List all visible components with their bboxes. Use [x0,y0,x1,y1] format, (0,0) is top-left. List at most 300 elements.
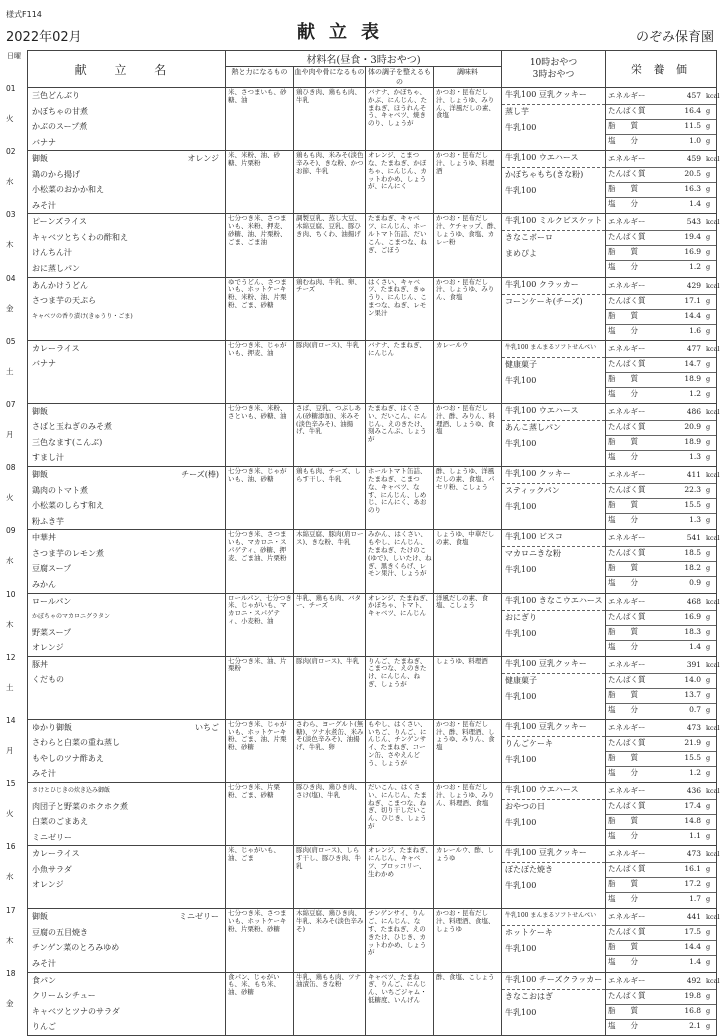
snack-divider [502,862,605,863]
snack-divider [502,357,605,358]
nutrition-unit: g [706,627,711,636]
dish-name: オレンジ [32,643,64,652]
nutrition-unit: g [706,738,711,747]
protein-value: 17.5 [684,927,702,937]
heat-ingredients: 七分つき米、さつまいも、マカロニ・スパゲティ、砂糖、押麦、ごま油、片栗粉 [226,530,294,593]
nutrition-unit: g [706,1021,711,1030]
afternoon-drink: 牛乳100 [505,818,537,828]
nutrition-cell [606,846,720,909]
dish-name: すまし汁 [32,453,64,463]
snack-divider [502,167,605,168]
nutrition-cell [606,88,720,151]
nutrition-label: エネルギー [608,975,646,985]
nutrition-unit: g [706,422,711,431]
body-ingredients: バナナ、かぼちゃ、かぶ、にんじん、たまねぎ、ほうれんそう、キャベツ、焼きのり、しょうが [366,88,434,151]
nutrition-unit: g [706,991,711,1000]
afternoon-snack: かぼちゃもち(きな粉) [505,170,584,180]
fat-value: 15.5 [684,752,702,762]
nutrition-unit: kcal [706,92,720,100]
dish-cell [28,88,226,151]
nutrition-unit: g [706,1006,711,1015]
dish-name: 三色どんぶり [32,91,80,100]
dish-name: ゆかり御飯 [32,722,72,732]
nutrition-label: たんぱく質 [608,611,646,621]
dish-name: みそ汁 [32,958,56,968]
weekday: 水 [6,556,14,566]
nutrition-label: たんぱく質 [608,927,646,937]
snack-divider [502,799,605,800]
weekday: 水 [6,177,14,187]
afternoon-drink: 牛乳100 [505,881,537,891]
day-row [28,214,717,277]
dish-name: 小松菜のしらす和え [32,501,104,511]
snack-header-3pm: 3時おやつ [532,70,575,80]
dish-name: オレンジ [32,880,64,890]
body-ingredients: オレンジ、たまねぎ、かぼちゃ、トマト、キャベツ、にんじん [366,593,434,656]
nutrition-cell [606,719,720,782]
dish-name: かぶのスープ煮 [32,122,88,131]
nutrition-label: たんぱく質 [608,169,646,179]
day-number: 02 [6,147,16,157]
snack-cell [502,909,606,972]
body-ingredients: オレンジ、たまねぎ、にんじん、キャベツ、ブロッコリー、生わかめ [366,846,434,909]
day-marker [0,587,26,650]
dish-cell [28,972,226,1035]
heat-ingredients: 米、じゃがいも、油、ごま [226,846,294,909]
morning-snack: 牛乳100 豆乳クッキー [505,90,587,99]
dish-name: バナナ [32,137,56,147]
seasoning-ingredients: かつお・昆布だし汁、酢、料理酒、しょうゆ、みりん、食塩 [434,719,502,782]
nutrition-unit: g [706,359,711,368]
day-row [28,340,717,403]
day-row [28,467,717,530]
salt-value: 1.3 [689,451,702,461]
morning-snack: 牛乳100 ミルクビスケット [505,216,603,226]
weekday: 木 [6,619,14,629]
snack-divider [502,610,605,611]
nutrition-label: 塩 分 [608,831,639,841]
snack-divider [502,546,605,547]
fat-value: 18.9 [684,373,702,383]
afternoon-snack: おにぎり [505,612,538,622]
dish-cell [28,403,226,466]
dish-name: チンゲン菜のとろみゆめ [32,943,120,953]
day-row [28,151,717,214]
protein-value: 20.5 [684,169,702,179]
salt-value: 1.2 [689,262,702,272]
nutrition-label: 脂 質 [608,121,639,130]
weekday: 火 [6,114,14,123]
protein-value: 16.1 [684,864,702,874]
nutrition-label: 脂 質 [608,500,639,510]
morning-snack: 牛乳100 ウエハース [505,785,579,795]
afternoon-snack: 健康菓子 [505,359,538,369]
fat-value: 13.7 [684,689,702,699]
snack-cell [502,151,606,214]
nutrition-label: エネルギー [608,91,646,100]
dish-cell [28,846,226,909]
energy-value: 486 [686,406,702,416]
nutrition-unit: g [706,516,711,525]
nutrition-label: たんぱく質 [608,674,646,684]
dish-name: 中華丼 [32,533,56,543]
fat-value: 17.2 [684,879,702,889]
nutrition-unit: kcal [706,913,720,922]
dish-name: 肉団子と野菜のホクホク煮 [32,801,128,811]
dish-name: さけとひじきの炊き込み御飯 [32,787,111,795]
snack-cell [502,340,606,403]
nutrition-cell [606,403,720,466]
nutrition-label: 塩 分 [608,704,639,714]
nutrition-label: エネルギー [608,596,646,606]
dish-cell [28,277,226,340]
fat-value: 16.8 [684,1005,702,1015]
energy-value: 492 [686,975,702,985]
protein-value: 16.9 [684,611,702,621]
dish-cell [28,214,226,277]
afternoon-drink: 牛乳100 [505,691,537,701]
nutrition-unit: kcal [706,155,720,164]
dish-name: みかん [32,579,56,589]
fat-value: 14.4 [684,942,702,952]
day-marker [0,966,26,1029]
day-row [28,846,717,909]
energy-value: 541 [686,533,702,543]
day-number: 17 [6,905,16,915]
nutrition-label: エネルギー [608,406,646,416]
body-ingredients: たまねぎ、キャベツ、にんじん、ホールトマト缶詰、だいこん、こまつな、ねぎ、ごぼう [366,214,434,277]
dish-name: 鶏肉のトマト煮 [32,485,88,495]
fat-value: 18.3 [684,626,702,636]
afternoon-snack: きなこおはぎ [505,991,554,1001]
day-number: 09 [6,526,16,536]
heat-ingredients: ロールパン、七分つき米、じゃがいも、マカロニ・スパゲティ、小麦粉、油 [226,593,294,656]
protein-value: 20.9 [684,421,702,431]
salt-value: 0.7 [689,704,702,714]
nutrition-label: 塩 分 [608,388,639,398]
morning-snack: 牛乳100 豆乳クッキー [505,848,587,858]
body-ingredients: キャベツ、たまねぎ、りんご、にんじん、いちごジャム・低糖度、いんげん [366,972,434,1035]
day-number: 08 [6,463,16,473]
heat-header: 熱と力になるもの [226,67,294,88]
seasoning-ingredients: しょうゆ、料理酒 [434,656,502,719]
nutrition-unit: kcal [706,723,720,732]
nutrition-label: 塩 分 [608,578,639,588]
dish-name: 豚丼 [32,659,48,669]
dish-name: さつま芋のレモン煮 [32,548,104,558]
nutrition-unit: g [706,389,711,398]
dish-name: かぼちゃの甘煮 [32,106,88,116]
nutrition-unit: kcal [706,850,720,859]
nutrition-label: 脂 質 [608,816,639,826]
snack-cell [502,783,606,846]
dish-name: 豆腐の五目焼き [32,927,88,937]
energy-value: 441 [686,912,702,922]
nutrition-unit: g [706,248,711,257]
blood-ingredients: 牛乳、鶏もも肉、ツナ油漬缶、きな粉 [294,972,366,1035]
dish-name: くだもの [32,675,64,685]
afternoon-drink: 牛乳100 [505,123,537,132]
nutrition-label: 脂 質 [608,1005,639,1015]
snack-divider [502,483,605,484]
dish-cell [28,151,226,214]
energy-value: 473 [686,849,702,859]
day-number: 18 [6,968,16,978]
nutrition-label: たんぱく質 [608,990,646,1000]
nutrition-unit: g [706,185,711,194]
dish-cell [28,340,226,403]
salt-value: 1.4 [689,957,702,967]
dish-cell [28,656,226,719]
dish-name: キャベツの香り漬け(きゅうり・ごま) [32,312,133,320]
snack-cell [502,214,606,277]
nutrition-label: 塩 分 [608,1020,639,1030]
blood-ingredients: 牛乳、鶏もも肉、バター、チーズ [294,593,366,656]
energy-value: 429 [686,280,702,290]
heat-ingredients: 七分つき米、油、片栗粉 [226,656,294,719]
blood-ingredients: 鶏むね肉、牛乳、卵、チーズ [294,277,366,340]
day-row [28,783,717,846]
nutrition-unit: g [706,865,711,874]
afternoon-drink: 牛乳100 [505,565,537,575]
nutrition-label: 塩 分 [608,199,639,209]
afternoon-drink: まめぴよ [505,249,538,259]
afternoon-snack: スティックパン [505,486,560,496]
nutrition-unit: kcal [706,471,720,480]
heat-ingredients: 七分つき米、片栗粉、ごま、砂糖 [226,783,294,846]
dish-cell [28,530,226,593]
seasoning-ingredients: 酢、しょうゆ、洋風だしの素、食塩、パセリ粉、こしょう [434,467,502,530]
dish-name: さつま芋の天ぷら [32,296,96,306]
nutrition-label: エネルギー [608,343,646,353]
protein-value: 17.1 [684,295,702,305]
day-marker [0,144,26,207]
nutrition-label: 塩 分 [608,325,639,335]
page-header [0,0,722,50]
nutrition-unit: g [706,107,711,115]
weekday: 土 [6,366,14,376]
fat-value: 14.4 [684,310,702,320]
dessert-name: チーズ(棒) [181,470,219,480]
nutrition-label: エネルギー [608,722,646,732]
day-marker [0,903,26,966]
seasoning-ingredients: しょうゆ、中華だしの素、食塩 [434,530,502,593]
dish-name: 御飯 [32,470,48,480]
snack-cell [502,846,606,909]
nutrition-unit: kcal [706,344,720,353]
nutrition-label: たんぱく質 [608,295,646,305]
nutrition-unit: g [706,880,711,889]
nutrition-label: 塩 分 [608,957,639,967]
seasoning-ingredients: かつお・昆布だし汁、しょうゆ、みりん、食塩 [434,277,502,340]
day-number: 12 [6,652,16,662]
snack-divider [502,294,605,295]
salt-value: 1.4 [689,199,702,209]
nutrition-label: エネルギー [608,786,646,796]
snack-divider [502,673,605,674]
dessert-name: オレンジ [187,154,219,164]
nutrition-cell [606,530,720,593]
nutrition-label: 脂 質 [608,689,639,699]
nutrition-unit: g [706,675,711,684]
snack-header [502,51,606,88]
dish-name: さわらと白菜の重ね蒸し [32,738,120,748]
morning-snack: 牛乳100 ウエハース [505,405,579,415]
nutrition-cell [606,909,720,972]
energy-value: 543 [686,217,702,227]
dish-name: 御飯 [32,154,48,164]
dish-cell [28,467,226,530]
seasoning-ingredients: 酢、食塩、こしょう [434,972,502,1035]
body-ingredients: オレンジ、こまつな、たまねぎ、かぼちゃ、にんじん、カットわかめ、しょうが、にんにく [366,151,434,214]
heat-ingredients: ゆでうどん、さつまいも、ホットケーキ粉、米粉、油、片栗粉、ごま、砂糖 [226,277,294,340]
morning-snack: 牛乳100 まんまるソフトせんべい [505,912,597,920]
dish-cell [28,783,226,846]
snack-divider [502,104,605,105]
nutrition-label: エネルギー [608,280,646,290]
day-row [28,593,717,656]
nutrition-label: たんぱく質 [608,548,646,558]
blood-ingredients: 豚肉(肩ロース)、しらす干し、豚ひき肉、牛乳 [294,846,366,909]
nutrition-unit: g [706,768,711,777]
afternoon-drink: 牛乳100 [505,754,537,764]
day-number: 16 [6,842,16,852]
weekday: 月 [6,430,14,439]
blood-ingredients: 豚肉(肩ロース)、牛乳 [294,340,366,403]
body-ingredients: もやし、はくさい、いちご、りんご、にんじん、チンゲンサイ、たまねぎ、コーン缶、さやえんどう、しょうが [366,719,434,782]
day-row [28,88,717,151]
day-column-label: 日曜 [7,52,21,60]
nutrition-unit: g [706,832,711,841]
fat-value: 16.9 [684,247,702,257]
dessert-name: ミニゼリー [179,912,219,922]
nutrition-unit: g [706,374,711,383]
nutrition-label: たんぱく質 [608,358,646,368]
dish-name: 三色なます(こんぶ) [32,437,103,447]
dish-name: みそ汁 [32,769,56,779]
nutrition-label: 脂 質 [608,626,639,636]
seasoning-ingredients: かつお・昆布だし汁、酢、みりん、料理酒、しょうゆ、食塩 [434,403,502,466]
body-ingredients: ホールトマト缶詰、たまねぎ、こまつな、キャベツ、なす、にんじん、しめじ、にんにく、あおのり [366,467,434,530]
energy-value: 477 [686,343,702,353]
protein-value: 21.9 [684,737,702,747]
weekday: 火 [6,493,14,503]
nutrition-unit: g [706,170,711,179]
seasoning-ingredients: かつお・昆布だし汁、しょうゆ、みりん、料理酒、食塩 [434,783,502,846]
afternoon-snack: マカロニきな粉 [505,549,562,559]
dish-name: 鶏のから揚げ [32,169,80,179]
nutrition-unit: g [706,802,711,811]
dish-name: カレーライス [32,343,80,353]
heat-ingredients: 七分つき米、じゃがいも、押麦、油 [226,340,294,403]
energy-value: 468 [686,596,702,606]
afternoon-drink: 牛乳100 [505,375,537,385]
dish-name: さばと玉ねぎのみそ煮 [32,422,112,432]
seasoning-ingredients: カレールウ [434,340,502,403]
protein-value: 17.4 [684,801,702,811]
menu-name-header: 献 立 名 [28,51,226,88]
seasoning-ingredients: 洋風だしの素、食塩、こしょう [434,593,502,656]
nutrition-label: エネルギー [608,217,646,227]
body-header: 体の調子を整えるもの [366,67,434,88]
snack-divider [502,925,605,926]
nutrition-label: エネルギー [608,912,646,922]
nutrition-label: 脂 質 [608,436,639,446]
weekday: 火 [6,809,14,819]
nutrition-label: たんぱく質 [608,106,646,115]
morning-snack: 牛乳100 きなこウエハース [505,595,603,605]
nutrition-unit: g [706,326,711,335]
dish-name: ロールパン [32,596,72,606]
nutrition-unit: kcal [706,281,720,290]
snack-cell [502,593,606,656]
nutrition-unit: g [706,817,711,826]
dish-name: 小松菜のおかか和え [32,185,104,195]
afternoon-snack: 健康菓子 [505,675,538,685]
blood-ingredients: さわら、ヨーグルト(無糖)、ツナ水煮缶、米みそ(淡色辛みそ)、油揚げ、牛乳、卵 [294,719,366,782]
nutrition-label: 塩 分 [608,451,639,461]
body-ingredients: たまねぎ、はくさい、だいこん、にんじん、えのきたけ、刻みこんぶ、しょうが [366,403,434,466]
day-number: 03 [6,210,16,220]
nutrition-label: 脂 質 [608,310,639,320]
nutrition-unit: g [706,943,711,952]
nutrition-label: 脂 質 [608,184,639,194]
blood-header: 血や肉や骨になるもの [294,67,366,88]
nutrition-unit: g [706,612,711,621]
day-marker [0,523,26,586]
period-label: 2022年02月 [6,30,82,45]
dish-name: ピーンズライス [32,217,87,227]
blood-ingredients: 豚肉(肩ロース)、牛乳 [294,656,366,719]
dish-cell [28,719,226,782]
nutrition-unit: g [706,200,711,209]
nutrition-unit: g [706,690,711,699]
dish-name: 豆腐スープ [32,564,72,574]
nutrition-label: 塩 分 [608,767,639,777]
afternoon-drink: 牛乳100 [505,502,537,512]
weekday: 木 [6,240,14,250]
salt-value: 1.2 [689,767,702,777]
nutrition-unit: g [706,233,711,242]
day-row [28,719,717,782]
menu-body [28,88,720,1036]
nutrition-unit: g [706,452,711,461]
nutrition-unit: g [706,437,711,446]
morning-snack: 牛乳100 チーズクラッカー [505,974,603,984]
seasoning-ingredients: かつお・昆布だし汁、ケチャップ、酢、しょうゆ、食塩、カレー粉 [434,214,502,277]
snack-cell [502,403,606,466]
nutrition-unit: kcal [706,597,720,606]
morning-snack: 牛乳100 クッキー [505,469,571,479]
snack-cell [502,719,606,782]
weekday: 木 [6,935,14,945]
nutrition-unit: g [706,311,711,320]
salt-value: 1.0 [689,136,702,145]
seasoning-ingredients: かつお・昆布だし汁、しょうゆ、料理酒 [434,151,502,214]
day-marker [0,839,26,902]
nutrition-label: エネルギー [608,154,646,164]
blood-ingredients: 豚ひき肉、鶏ひき肉、さけ(塩)、牛乳 [294,783,366,846]
protein-value: 16.4 [684,106,702,115]
menu-table [27,50,720,1036]
salt-value: 1.3 [689,515,702,525]
afternoon-drink: 牛乳100 [505,1007,537,1017]
dish-name: 食パン [32,975,56,985]
energy-value: 436 [686,786,702,796]
nutrition-cell [606,214,720,277]
morning-snack: 牛乳100 ビスコ [505,532,563,542]
afternoon-snack: コーンケーキ(チーズ) [505,296,583,306]
